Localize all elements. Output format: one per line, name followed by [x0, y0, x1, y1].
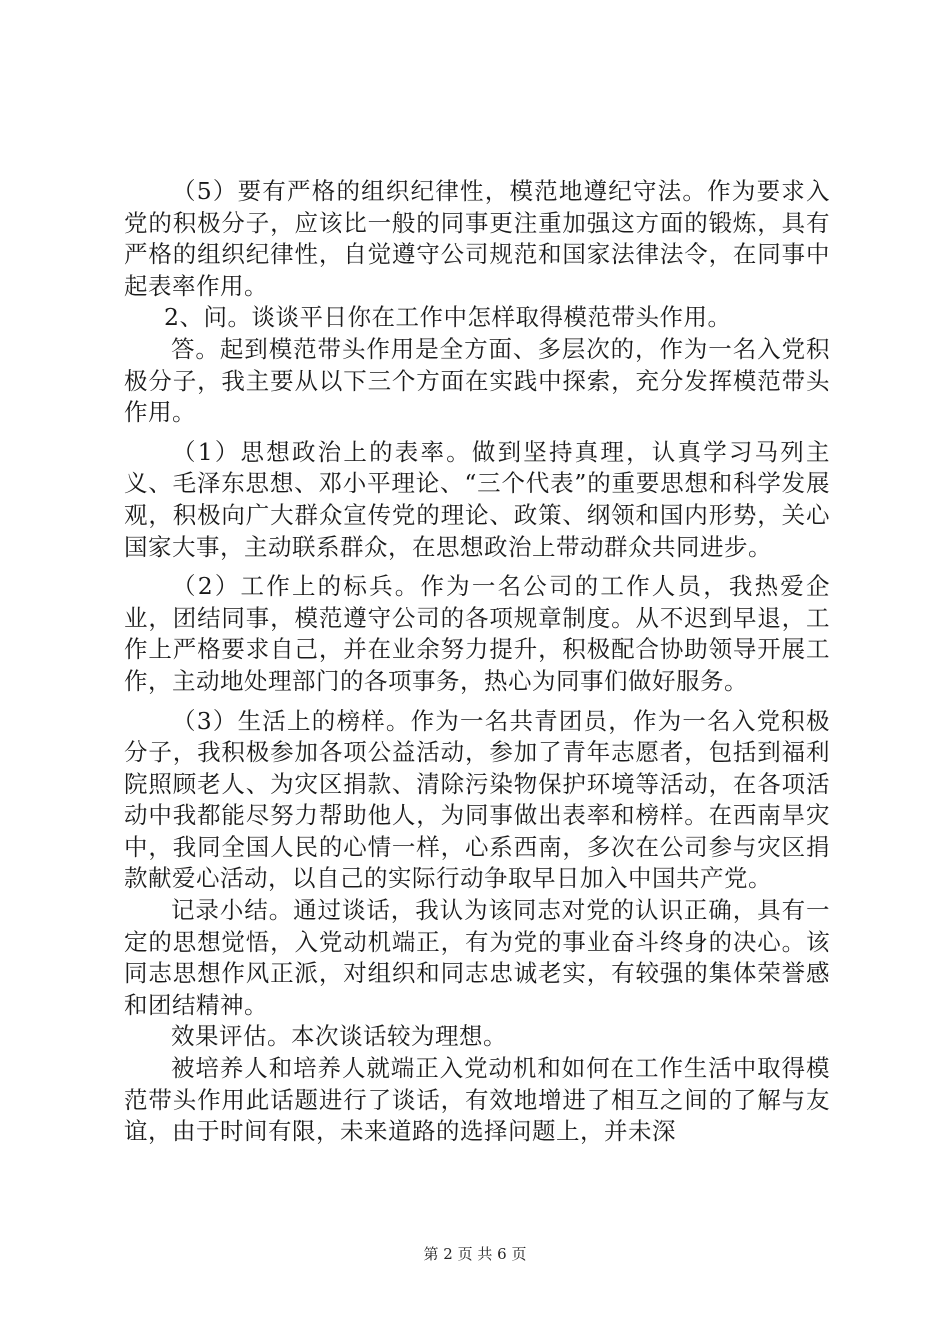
- document-body: [124, 176, 830, 1148]
- paragraph-discipline: （5）要有严格的组织纪律性，模范地遵纪守法。作为要求入党的积极分子，应该比一般的同事更注重加强这方面的锻炼，具有严格的组织纪律性，自觉遵守公司规范和国家法律法令，在同事中起表率作用。: [124, 177, 830, 300]
- paragraph-answer: 答。起到模范带头作用是全方面、多层次的，作为一名入党积极分子，我主要从以下三个方面在实践中探索，充分发挥模范带头作用。: [124, 334, 830, 427]
- paragraph-question-2: 2、问。谈谈平日你在工作中怎样取得模范带头作用。: [164, 303, 732, 332]
- paragraph-political-model: （1）思想政治上的表率。做到坚持真理，认真学习马列主义、毛泽东思想、邓小平理论、“三个代表”的重要思想和科学发展观，积极向广大群众宣传党的理论、政策、纲领和国内形势，关心国家大事，主动联系群众，在思想政治上带动群众共同进步。: [124, 437, 830, 561]
- paragraph-life-model: （3）生活上的榜样。作为一名共青团员，作为一名入党积极分子，我积极参加各项公益活动，参加了青年志愿者，包括到福利院照顾老人、为灾区捐款、清除污染物保护环境等活动，在各项活动中我都能尽努力帮助他人，为同事做出表率和榜样。在西南旱灾中，我同全国人民的心情一样，心系西南，多次在公司参与灾区捐款献爱心活动，以自己的实际行动争取早日加入中国共产党。: [124, 706, 830, 893]
- paragraph-conclusion: 被培养人和培养人就端正入党动机和如何在工作生活中取得模范带头作用此话题进行了谈话，有效地增进了相互之间的了解与友谊，由于时间有限，未来道路的选择问题上，并未深: [124, 1054, 830, 1146]
- page-number-footer: 第 2 页 共 6 页: [423, 1245, 527, 1263]
- paragraph-effect-evaluation: 效果评估。本次谈话较为理想。: [171, 1022, 507, 1051]
- paragraph-work-model: （2）工作上的标兵。作为一名公司的工作人员，我热爱企业，团结同事，模范遵守公司的各项规章制度。从不迟到早退，工作上严格要求自己，并在业余努力提升，积极配合协助领导开展工作，主动地处理部门的各项事务，热心为同事们做好服务。: [124, 572, 830, 695]
- paragraph-record-summary: 记录小结。通过谈话，我认为该同志对党的认识正确，具有一定的思想觉悟，入党动机端正，有为党的事业奋斗终身的决心。该同志思想作风正派，对组织和同志忠诚老实，有较强的集体荣誉感和团结精神。: [124, 896, 830, 1019]
